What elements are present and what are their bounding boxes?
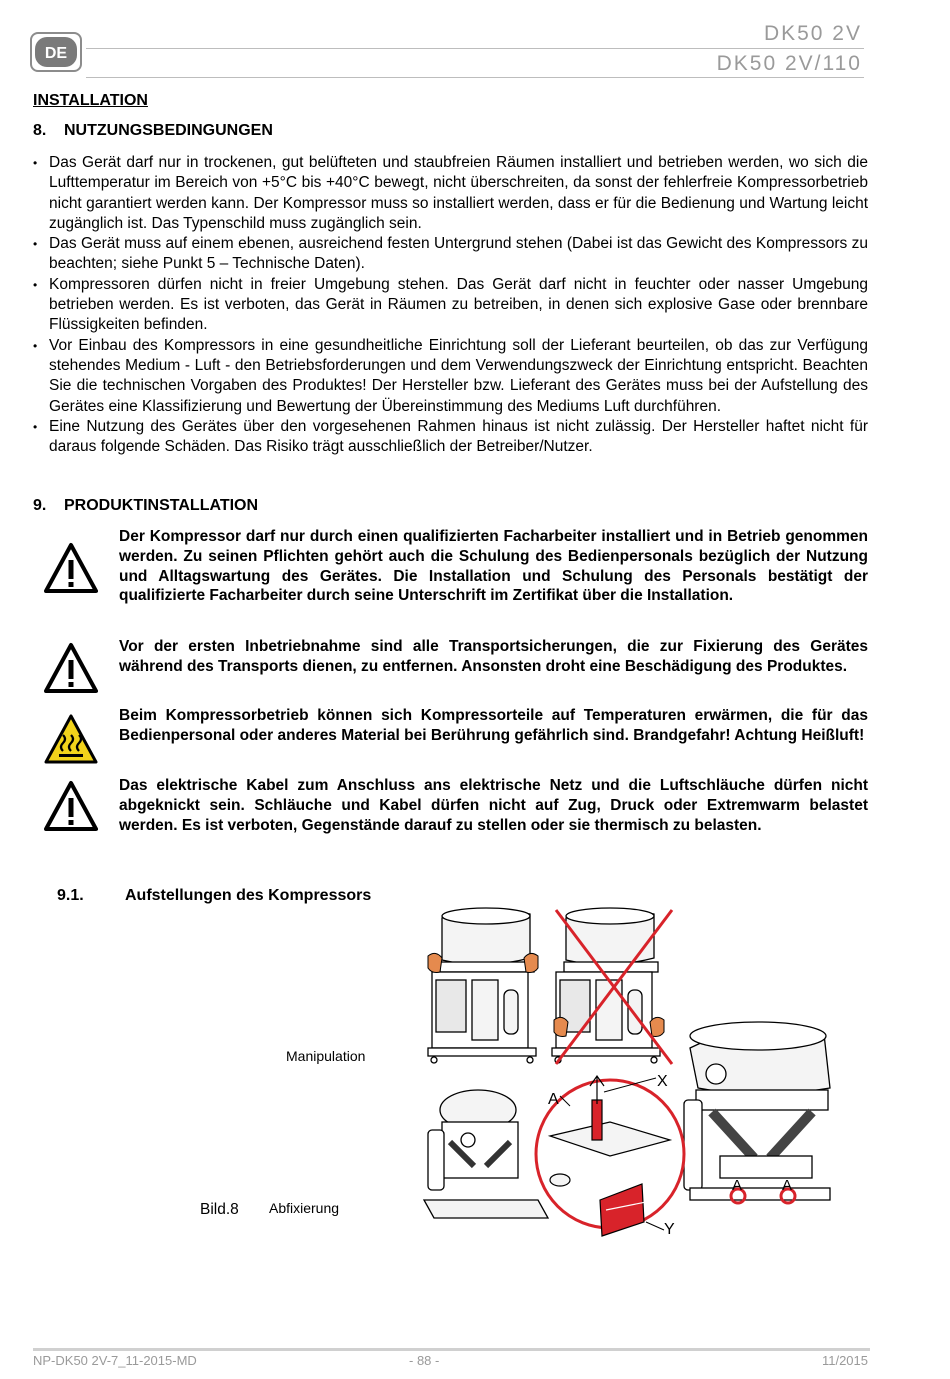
list-item: • Das Gerät darf nur in trockenen, gut belüfteten und staubfreien Räumen installiert und betrieben werden, wo sich die Lufttemperatur im Bereich von +5°C bis +40°C bewegt, nicht überschreiten, da sonst der fehlerfreie Kompressorbetrieb nicht garantiert werden kann. Der Kompressor muss so installiert werden, dass er für die Bedienung und Wartung leicht zugänglich ist. Das Typenschild muss zugänglich sein. <box>33 153 868 234</box>
language-badge-label: DE <box>44 45 68 62</box>
section-9-heading <box>33 497 258 515</box>
footer-document-id: NP-DK50 2V-7_11-2015-MD <box>33 1353 197 1368</box>
footer-page-number: - 88 - <box>409 1353 440 1368</box>
warning-text-installer: Der Kompressor darf nur durch einen qualifizierten Facharbeiter installiert und in Betrieb genommen werden. Zu seinen Pflichten gehört auch die Schulung des Bedienpersonals bezüglich der Nutzung und Alltagswartung des Gerätes. Die Installation und Schulung des Personals bestätigt der qualifizierte Facharbeiter durch seine Unterschrift im Zertifikat über die Installation. <box>119 528 868 605</box>
language-badge <box>30 32 82 72</box>
model-name-2: DK50 2V/110 <box>716 52 862 75</box>
warning-triangle-icon <box>44 780 98 832</box>
list-item: • Vor Einbau des Kompressors in eine gesundheitliche Einrichtung soll der Lieferant beurteilen, ob das zur Verfügung stehendes Medium - Luft - den Betriebsforderungen und dem Verwendungszweck der Einrichtung entspricht. Beachten Sie die technischen Vorgaben des Produktes! Der Hersteller bzw. Lieferant des Gerätes muss bei der Aufstellung des Gerätes eine Klassifizierung und Bewertung der Übereinstimmung des Mediums Luft durchführen. <box>33 336 868 417</box>
callout-x-label: X <box>657 1073 668 1090</box>
hot-surface-icon <box>44 713 98 765</box>
compressor-installation-figure <box>420 900 860 1240</box>
model-name-1: DK50 2V <box>763 22 862 45</box>
section-title: INSTALLATION <box>33 92 148 109</box>
figure-caption-number: Bild.8 <box>200 1201 239 1218</box>
warning-text-hot-surface: Beim Kompressorbetrieb können sich Kompressorteile auf Temperaturen erwärmen, die für das Bedienpersonal oder anderes Material bei Berührung gefährlich sind. Brandgefahr! Achtung Heißluft! <box>119 707 868 744</box>
header-rule-1 <box>86 48 864 49</box>
header-rule-2 <box>86 77 864 78</box>
usage-conditions-list <box>33 153 868 457</box>
section-8-number: 8. <box>33 122 47 139</box>
warning-triangle-icon <box>44 642 98 694</box>
figure-label-manipulation: Manipulation <box>286 1048 366 1064</box>
callout-a-label: A <box>732 1177 743 1194</box>
figure-label-abfixierung: Abfixierung <box>269 1200 340 1216</box>
subsection-9-1-title: Aufstellungen des Kompressors <box>125 887 372 904</box>
footer-rule <box>33 1348 870 1351</box>
section-9-title: PRODUKTINSTALLATION <box>64 497 259 514</box>
warning-triangle-icon <box>44 542 98 594</box>
footer-date: 11/2015 <box>821 1353 868 1368</box>
section-9-number: 9. <box>33 497 47 514</box>
compressor-illustration <box>420 900 860 1240</box>
list-item: • Das Gerät muss auf einem ebenen, ausreichend festen Untergrund stehen (Dabei ist das Gewicht des Kompressors zu beachten; siehe Punkt 5 – Technische Daten). <box>33 234 868 275</box>
list-item: • Kompressoren dürfen nicht in freier Umgebung stehen. Das Gerät darf nicht in feuchter oder nasser Umgebung betrieben werden. Es ist verboten, das Gerät in Räumen zu betreiben, in denen sich explosive Gase oder brennbare Flüssigkeiten befinden. <box>33 275 868 336</box>
section-8-heading <box>33 122 273 140</box>
section-8-title: NUTZUNGSBEDINGUNGEN <box>64 122 273 139</box>
callout-y-label: Y <box>664 1221 675 1238</box>
language-badge-shape <box>30 32 82 72</box>
warning-text-transport: Vor der ersten Inbetriebnahme sind alle Transportsicherungen, die zur Fixierung des Gerätes während des Transports dienen, zu entfernen. Ansonsten droht eine Beschädigung des Produktes. <box>119 638 868 675</box>
warning-text-cables: Das elektrische Kabel zum Anschluss ans elektrische Netz und die Luftschläuche dürfen nicht abgeknickt sein. Schläuche und Kabel dürfen nicht auf Zug, Druck oder Extremwarm belastet werden. Es ist verboten, Gegenstände darauf zu stellen oder sie thermisch zu belasten. <box>119 777 868 834</box>
list-item: • Eine Nutzung des Gerätes über den vorgesehenen Rahmen hinaus ist nicht zulässig. Der Hersteller haftet nicht für daraus folgende Schäden. Das Risiko trägt ausschließlich der Betreiber/Nutzer. <box>33 417 868 458</box>
callout-a-label: A <box>782 1177 793 1194</box>
callout-a-label: A <box>548 1091 559 1108</box>
subsection-9-1-number: 9.1. <box>57 887 84 904</box>
